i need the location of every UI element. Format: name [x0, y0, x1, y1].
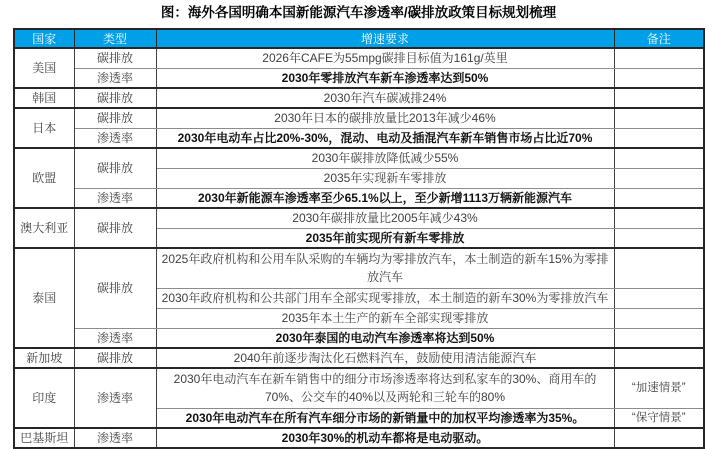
type-cell: 碳排放 — [74, 108, 156, 128]
requirement-cell: 2030年碳排放降低减少55% — [156, 148, 614, 168]
type-cell: 碳排放 — [74, 88, 156, 108]
requirement-cell: 2035年实现新车零排放 — [156, 168, 614, 188]
table-row — [14, 248, 704, 288]
note-cell — [614, 288, 704, 308]
note-cell — [614, 308, 704, 328]
table-row — [14, 68, 704, 88]
requirement-cell: 2026年CAFE为55mpg碳排目标值为161g/英里 — [156, 48, 614, 68]
country-cell: 欧盟 — [14, 148, 74, 208]
note-cell — [614, 88, 704, 108]
table-row — [14, 128, 704, 148]
requirement-cell: 2030年政府机构和公共部门用车全部实现零排放，本土制造的新车30%为零排放汽车 — [156, 288, 614, 308]
requirement-cell: 2030年汽车碳减排24% — [156, 88, 614, 108]
type-cell: 渗透率 — [74, 428, 156, 448]
requirement-cell: 2030年30%的机动车都将是电动驱动。 — [156, 428, 614, 448]
country-cell: 韩国 — [14, 88, 74, 108]
requirement-cell: 2030年电动汽车在所有汽车细分市场的新销量中的加权平均渗透率为35%。 — [156, 408, 614, 428]
requirement-cell: 2030年电动车占比20%-30%，混动、电动及插混汽车新车销售市场占比近70% — [156, 128, 614, 148]
note-cell — [614, 228, 704, 248]
table-row — [14, 368, 704, 408]
table-row — [14, 188, 704, 208]
country-cell: 澳大利亚 — [14, 208, 74, 248]
header-row — [14, 29, 704, 48]
requirement-cell: 2030年日本的碳排放量比2013年减少46% — [156, 108, 614, 128]
table-row — [14, 148, 704, 168]
type-cell: 渗透率 — [74, 68, 156, 88]
note-cell — [614, 248, 704, 288]
type-cell: 碳排放 — [74, 248, 156, 328]
note-cell — [614, 188, 704, 208]
type-cell: 碳排放 — [74, 348, 156, 368]
note-cell — [614, 328, 704, 348]
type-cell: 渗透率 — [74, 128, 156, 148]
requirement-cell: 2040年前逐步淘汰化石燃料汽车，鼓励使用清洁能源汽车 — [156, 348, 614, 368]
requirement-cell: 2025年政府机构和公用车队采购的车辆均为零排放汽车，本土制造的新车15%为零排放汽车 — [156, 248, 614, 288]
table-row — [14, 328, 704, 348]
header-note: 备注 — [614, 29, 704, 48]
policy-table — [13, 28, 705, 449]
type-cell: 碳排放 — [74, 148, 156, 188]
note-cell — [614, 168, 704, 188]
policy-table-container — [13, 28, 705, 449]
country-cell: 美国 — [14, 48, 74, 88]
country-cell: 巴基斯坦 — [14, 428, 74, 448]
requirement-cell: 2030年新能源车渗透率至少65.1%以上，至少新增1113万辆新能源汽车 — [156, 188, 614, 208]
header-requirement: 增速要求 — [156, 29, 614, 48]
country-cell: 日本 — [14, 108, 74, 148]
note-cell: “保守情景” — [614, 408, 704, 428]
table-row — [14, 428, 704, 448]
requirement-cell: 2035年本土生产的新车全部实现零排放 — [156, 308, 614, 328]
requirement-cell: 2035年前实现所有新车零排放 — [156, 228, 614, 248]
note-cell — [614, 48, 704, 68]
type-cell: 碳排放 — [74, 208, 156, 248]
type-cell: 渗透率 — [74, 328, 156, 348]
note-cell — [614, 108, 704, 128]
note-cell — [614, 148, 704, 168]
requirement-cell: 2030年电动汽车在新车销售中的细分市场渗透率将达到私家车的30%、商用车的70%、公交车的40%以及两轮和三轮车的80% — [156, 368, 614, 408]
type-cell: 碳排放 — [74, 48, 156, 68]
country-cell: 印度 — [14, 368, 74, 428]
page-title: 图：海外各国明确本国新能源汽车渗透率/碳排放政策目标规划梳理 — [160, 5, 557, 20]
table-row — [14, 348, 704, 368]
note-cell — [614, 208, 704, 228]
requirement-cell: 2030年泰国的电动汽车渗透率将达到50% — [156, 328, 614, 348]
note-cell — [614, 128, 704, 148]
requirement-cell: 2030年碳排放量比2005年减少43% — [156, 208, 614, 228]
country-cell: 泰国 — [14, 248, 74, 348]
note-cell — [614, 68, 704, 88]
note-cell — [614, 428, 704, 448]
table-row — [14, 48, 704, 68]
table-row — [14, 208, 704, 228]
requirement-cell: 2030年零排放汽车新车渗透率达到50% — [156, 68, 614, 88]
header-type: 类型 — [74, 29, 156, 48]
note-cell — [614, 348, 704, 368]
table-row — [14, 108, 704, 128]
country-cell: 新加坡 — [14, 348, 74, 368]
header-country: 国家 — [14, 29, 74, 48]
type-cell: 渗透率 — [74, 368, 156, 428]
table-row — [14, 88, 704, 108]
type-cell: 渗透率 — [74, 188, 156, 208]
note-cell: “加速情景” — [614, 368, 704, 408]
